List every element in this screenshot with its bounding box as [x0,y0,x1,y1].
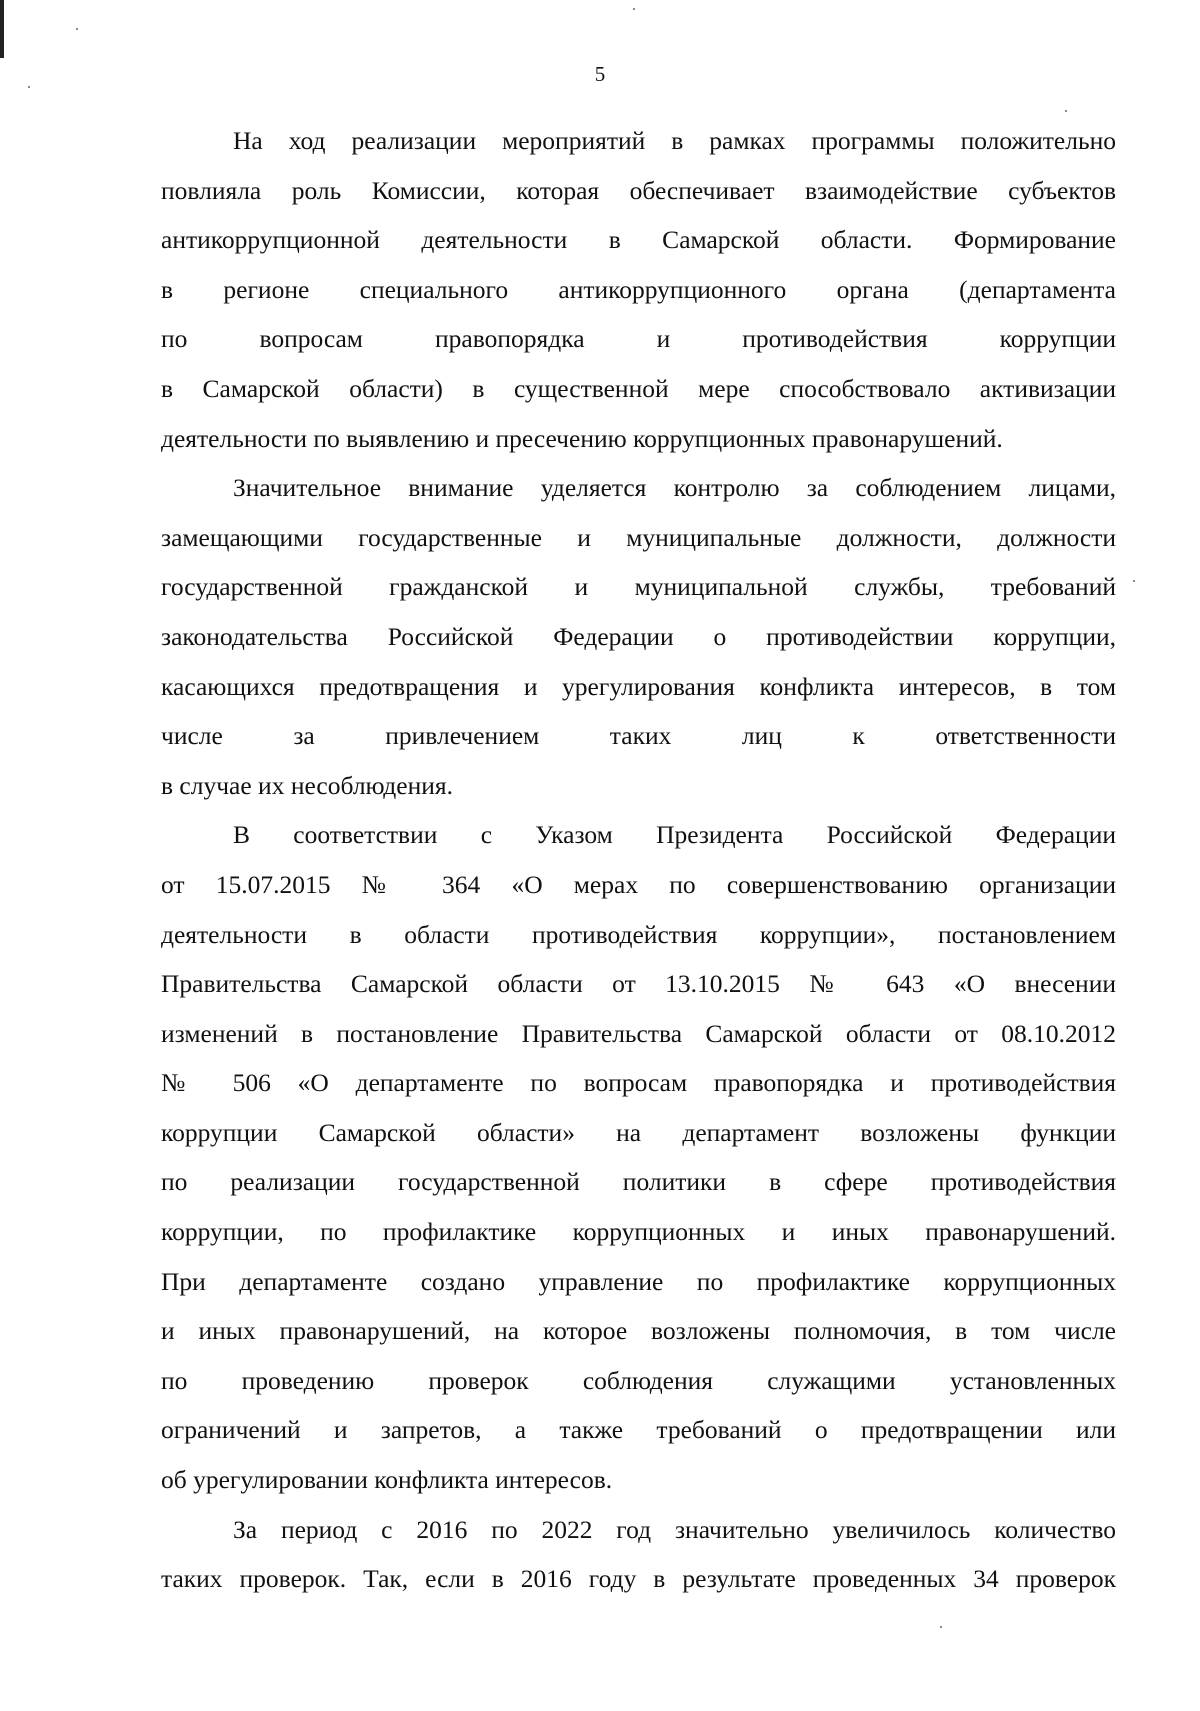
text-line: деятельности по выявлению и пресечению коррупционных правонарушений. [161,423,1003,453]
text-line: в Самарской области) в существенной мере способствовало активизации [161,373,1116,403]
text-line: и иных правонарушений, на которое возложены полномочия, в том числе [161,1316,1116,1346]
paragraph [161,116,1116,463]
text-line: замещающими государственные и муниципальные должности, должности [161,522,1116,552]
text-line: В соответствии с Указом Президента Российской Федерации [233,820,1116,850]
text-line: законодательства Российской Федерации о противодействии коррупции, [161,621,1116,651]
text-line: по проведению проверок соблюдения служащими установленных [161,1365,1116,1395]
text-line: об урегулировании конфликта интересов. [161,1465,613,1495]
scan-speck [1065,110,1067,112]
text-line: антикоррупционной деятельности в Самарской области. Формирование [161,225,1116,255]
scan-speck [940,1626,942,1628]
text-line: При департаменте создано управление по профилактике коррупционных [161,1266,1116,1296]
text-line: в регионе специального антикоррупционного органа (департамента [161,274,1116,304]
text-line: ограничений и запретов, а также требований о предотвращении или [161,1415,1116,1445]
text-line: коррупции, по профилактике коррупционных и иных правонарушений. [161,1217,1116,1247]
body-text [161,116,1116,1604]
text-line: Значительное внимание уделяется контролю за соблюдением лицами, [233,473,1116,503]
text-line: Правительства Самарской области от 13.10.2015 № 643 «О внесении [161,969,1116,999]
text-line: по вопросам правопорядка и противодействия коррупции [161,324,1116,354]
paragraph [161,1505,1116,1604]
text-line: государственной гражданской и муниципальной службы, требований [161,572,1116,602]
text-line: коррупции Самарской области» на департамент возложены функции [161,1117,1116,1147]
text-line: по реализации государственной политики в сфере противодействия [161,1167,1116,1197]
scan-speck [76,28,78,30]
text-line: изменений в постановление Правительства Самарской области от 08.10.2012 [161,1018,1116,1048]
paragraph [161,463,1116,810]
scan-edge-mark [0,0,4,58]
page-number: 5 [594,62,606,86]
text-line: в случае их несоблюдения. [161,770,453,800]
scan-speck [1133,580,1135,582]
text-line: числе за привлечением таких лиц к ответственности [161,721,1116,751]
paragraph [161,810,1116,1504]
text-line: За период с 2016 по 2022 год значительно увеличилось количество [233,1514,1116,1544]
text-line: таких проверок. Так, если в 2016 году в результате проведенных 34 проверок [161,1564,1116,1594]
text-line: повлияла роль Комиссии, которая обеспечивает взаимодействие субъектов [161,175,1116,205]
text-line: № 506 «О департаменте по вопросам правопорядка и противодействия [161,1068,1116,1098]
text-line: касающихся предотвращения и урегулирования конфликта интересов, в том [161,671,1116,701]
text-line: от 15.07.2015 № 364 «О мерах по совершенствованию организации [161,869,1116,899]
text-line: На ход реализации мероприятий в рамках программы положительно [233,126,1116,155]
text-line: деятельности в области противодействия коррупции», постановлением [161,919,1116,949]
scan-speck [633,8,635,10]
